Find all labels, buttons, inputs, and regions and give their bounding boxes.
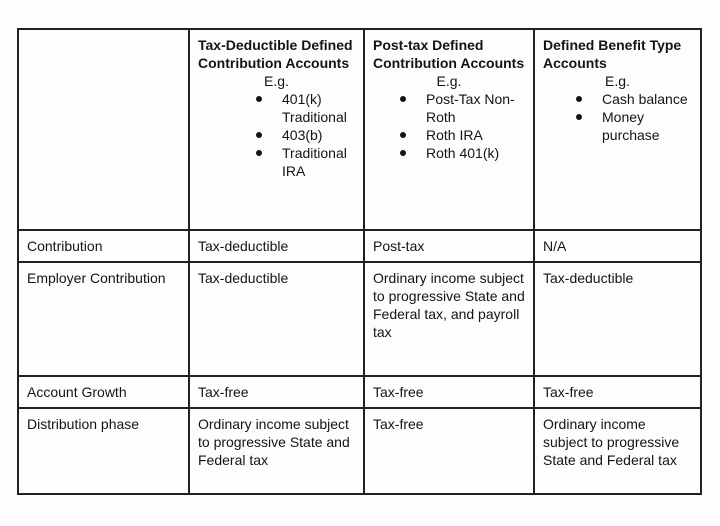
column-title: Tax-Deductible Defined Contribution Accounts [198, 37, 353, 71]
table-row-distribution-phase [18, 408, 701, 494]
example-text: Roth 401(k) [426, 145, 500, 161]
corner-cell [18, 29, 189, 230]
table-row-employer-contribution [18, 262, 701, 376]
list-item [256, 144, 355, 180]
column-header-defined-benefit [534, 29, 701, 230]
examples-list [198, 90, 355, 180]
cell-value: Tax-free [364, 408, 534, 494]
column-title: Defined Benefit Type Accounts [543, 37, 682, 71]
example-text: 403(b) [282, 127, 323, 143]
row-label: Employer Contribution [18, 262, 189, 376]
eg-label: E.g. [264, 73, 289, 89]
bullet-icon [400, 150, 406, 156]
row-label: Contribution [18, 230, 189, 262]
cell-value: Ordinary income subject to progressive State and Federal tax [534, 408, 701, 494]
column-header-post-tax [364, 29, 534, 230]
account-comparison-table [17, 28, 702, 495]
eg-label: E.g. [605, 73, 630, 89]
example-text: 401(k) Traditional [282, 91, 347, 125]
table-row-contribution [18, 230, 701, 262]
cell-value: Tax-deductible [189, 230, 364, 262]
list-item [400, 144, 525, 162]
list-item [256, 126, 355, 144]
list-item [576, 90, 692, 108]
list-item [400, 126, 525, 144]
list-item [256, 90, 355, 126]
bullet-icon [256, 150, 262, 156]
cell-value: Tax-free [189, 376, 364, 408]
cell-value: Post-tax [364, 230, 534, 262]
cell-value: Ordinary income subject to progressive State and Federal tax [189, 408, 364, 494]
eg-label: E.g. [436, 73, 462, 89]
examples-list [543, 90, 692, 144]
bullet-icon [256, 96, 262, 102]
example-text: Money purchase [602, 109, 660, 143]
example-text: Roth IRA [426, 127, 483, 143]
bullet-icon [400, 96, 406, 102]
bullet-icon [256, 132, 262, 138]
example-text: Post-Tax Non-Roth [426, 91, 515, 125]
cell-value: Tax-free [534, 376, 701, 408]
cell-value: Tax-deductible [189, 262, 364, 376]
bullet-icon [576, 114, 582, 120]
cell-value: N/A [534, 230, 701, 262]
example-text: Cash balance [602, 91, 688, 107]
bullet-icon [576, 96, 582, 102]
cell-value: Tax-deductible [534, 262, 701, 376]
bullet-icon [400, 132, 406, 138]
row-label: Account Growth [18, 376, 189, 408]
examples-list [373, 90, 525, 162]
cell-value: Ordinary income subject to progressive State and Federal tax, and payroll tax [364, 262, 534, 376]
list-item [400, 90, 525, 126]
header-row [18, 29, 701, 230]
column-header-tax-deductible [189, 29, 364, 230]
list-item [576, 108, 692, 144]
example-text: Traditional IRA [282, 145, 347, 179]
row-label: Distribution phase [18, 408, 189, 494]
table-row-account-growth [18, 376, 701, 408]
column-title: Post-tax Defined Contribution Accounts [373, 37, 525, 71]
cell-value: Tax-free [364, 376, 534, 408]
